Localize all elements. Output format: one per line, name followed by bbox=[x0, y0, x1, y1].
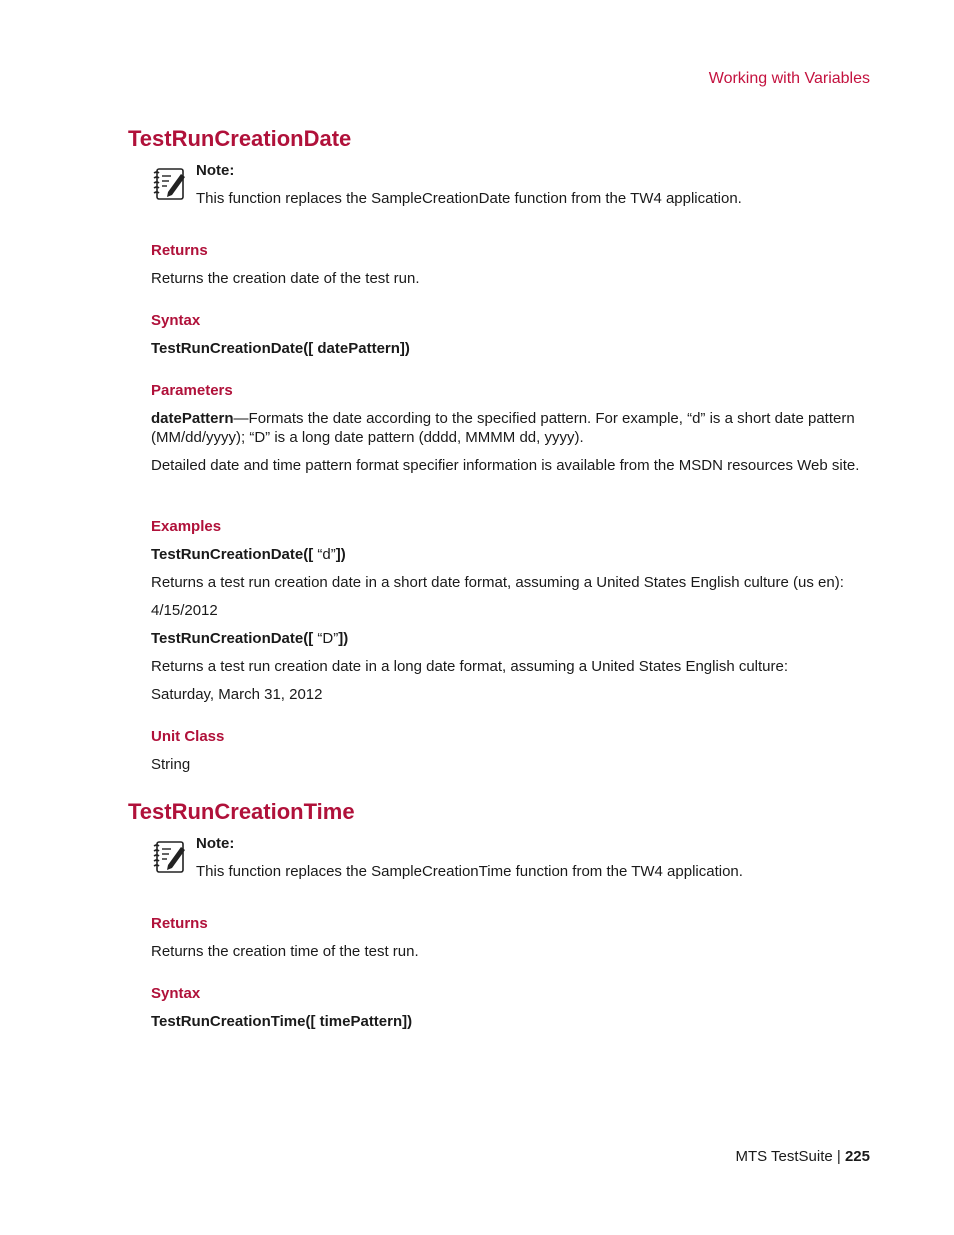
note-label: Note: bbox=[196, 835, 235, 852]
footer-product: MTS TestSuite bbox=[735, 1148, 833, 1165]
example2-code-close: ]) bbox=[338, 630, 349, 647]
running-header: Working with Variables bbox=[708, 70, 870, 87]
example1-code bbox=[151, 545, 346, 564]
parameter-description bbox=[151, 409, 871, 447]
example2-code bbox=[151, 629, 348, 648]
parameter-desc-text: —Formats the date according to the specified pattern. For example, “d” is a short date pattern (MM/dd/yyyy); “D” is a long date pattern (dddd, MMMM dd, yyyy). bbox=[151, 410, 855, 446]
example2-code-function: TestRunCreationDate([ bbox=[151, 630, 314, 647]
returns-heading: Returns bbox=[151, 915, 208, 932]
example1-code-close: ]) bbox=[335, 546, 346, 563]
parameters-heading: Parameters bbox=[151, 382, 233, 399]
example1-result: 4/15/2012 bbox=[151, 602, 218, 619]
example2-description: Returns a test run creation date in a long date format, assuming a United States English culture: bbox=[151, 658, 789, 675]
note-icon bbox=[151, 839, 187, 875]
note-icon bbox=[151, 166, 187, 202]
syntax-heading: Syntax bbox=[151, 985, 201, 1002]
returns-heading: Returns bbox=[151, 242, 208, 259]
returns-text: Returns the creation time of the test run. bbox=[151, 943, 419, 960]
example2-result: Saturday, March 31, 2012 bbox=[151, 686, 323, 703]
examples-heading: Examples bbox=[151, 518, 222, 535]
example2-code-arg: “D” bbox=[313, 630, 339, 647]
unit-class-text: String bbox=[151, 756, 191, 773]
footer-separator: | bbox=[832, 1148, 845, 1165]
syntax-heading: Syntax bbox=[151, 312, 201, 329]
note-label: Note: bbox=[196, 162, 235, 179]
parameter-extra-info: Detailed date and time pattern format specifier information is available from the MSDN resources Web site. bbox=[151, 457, 860, 474]
example1-description: Returns a test run creation date in a short date format, assuming a United States English culture (us en): bbox=[151, 574, 844, 591]
section-title-testruncreationdate: TestRunCreationDate bbox=[128, 126, 352, 151]
example1-code-arg: “d” bbox=[313, 546, 336, 563]
page-number: 225 bbox=[844, 1148, 870, 1165]
syntax-text: TestRunCreationTime([ timePattern]) bbox=[151, 1013, 413, 1030]
parameter-name: datePattern bbox=[151, 410, 234, 427]
section-title-testruncreationtime: TestRunCreationTime bbox=[128, 799, 355, 824]
note-text: This function replaces the SampleCreationTime function from the TW4 application. bbox=[196, 863, 743, 880]
returns-text: Returns the creation date of the test run. bbox=[151, 270, 420, 287]
page-footer bbox=[735, 1148, 870, 1165]
example1-code-function: TestRunCreationDate([ bbox=[151, 546, 314, 563]
unit-class-heading: Unit Class bbox=[151, 728, 225, 745]
syntax-text: TestRunCreationDate([ datePattern]) bbox=[151, 340, 410, 357]
note-text: This function replaces the SampleCreationDate function from the TW4 application. bbox=[196, 190, 742, 207]
